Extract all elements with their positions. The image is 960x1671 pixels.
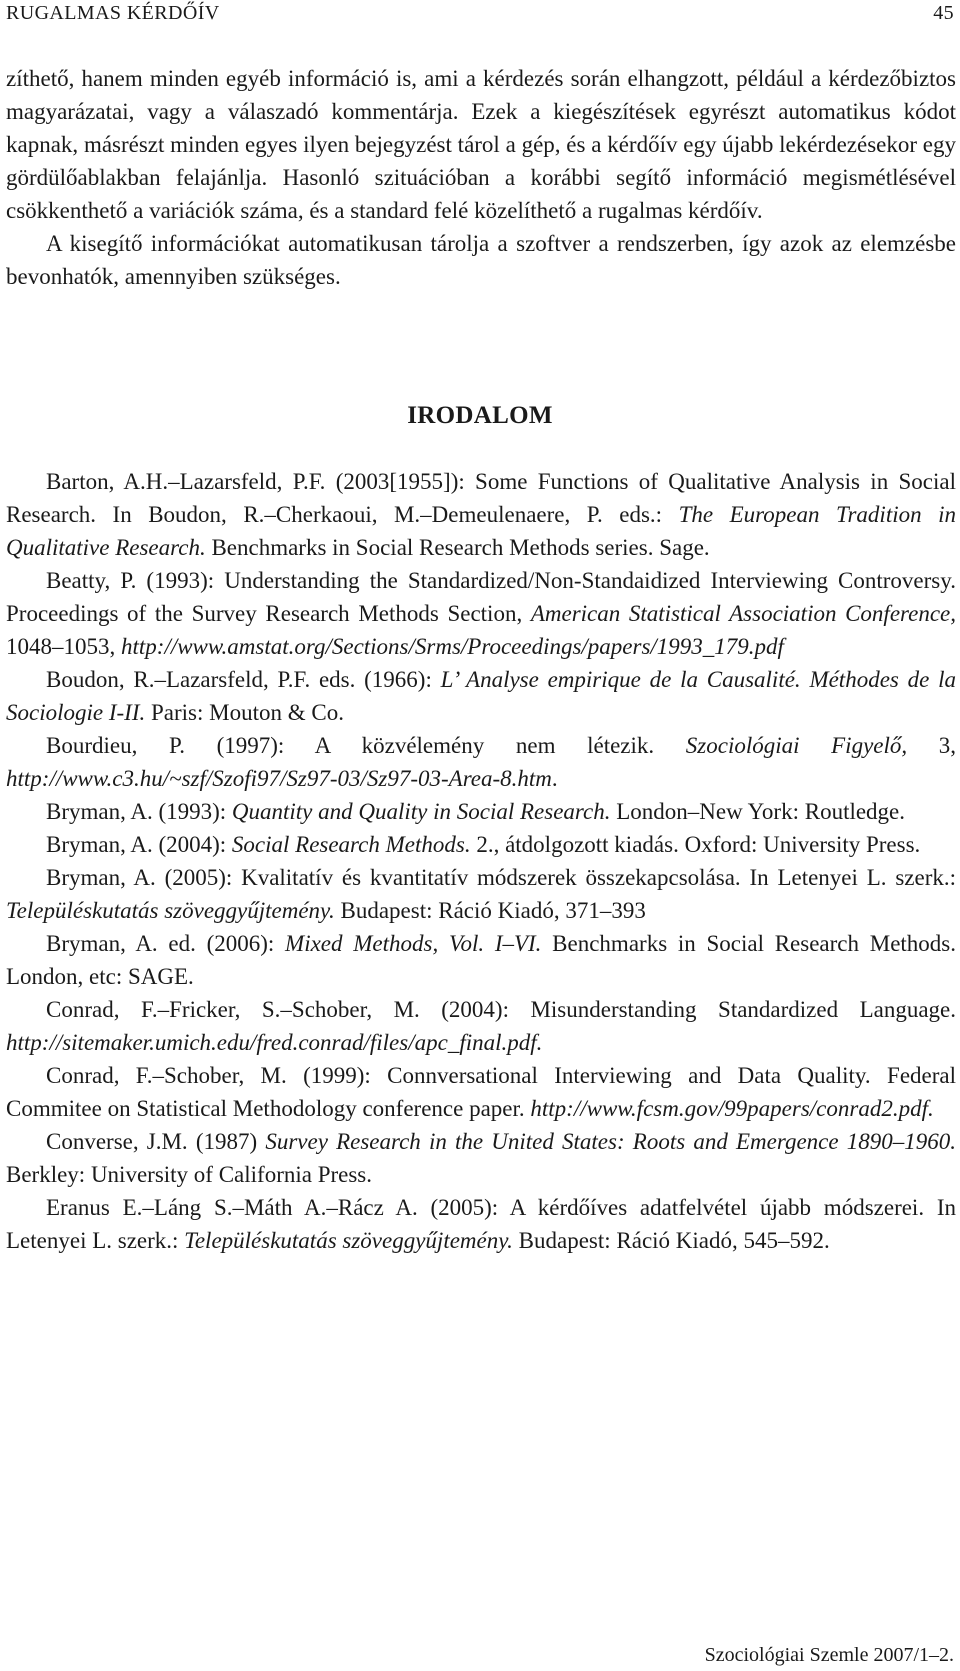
reference-item: Beatty, P. (1993): Understanding the Standardized/Non-Standaidized Interviewing Controversy. Proceedings of the Survey Research Methods Section, American Statistical Association Conference, 1048–1053, http://www.amstat.org/Sections/Srms/Proceedings/papers/1993_179.pdf bbox=[6, 568, 957, 659]
reference-item: Bryman, A. ed. (2006): Mixed Methods, Vol. I–VI. Benchmarks in Social Research Methods. London, etc: SAGE. bbox=[6, 931, 956, 989]
body-text bbox=[6, 62, 956, 293]
reference-title: American Statistical Association Conference, bbox=[530, 601, 957, 626]
reference-item: Barton, A.H.–Lazarsfeld, P.F. (2003[1955]): Some Functions of Qualitative Analysis in Social Research. In Boudon, R.–Cherkaoui, M.–Demeulenaere, P. eds.: The European Tradition in Qualitative Research. Benchmarks in Social Research Methods series. Sage. bbox=[6, 469, 957, 560]
reference-item: Conrad, F.–Schober, M. (1999): Connversational Interviewing and Data Quality. Federal Commitee on Statistical Methodology conference paper. http://www.fcsm.gov/99papers/conrad2.pdf. bbox=[6, 1063, 956, 1121]
reference-url[interactable]: http://www.c3.hu/~szf/Szofi97/Sz97-03/Sz97-03-Area-8.htm bbox=[6, 766, 552, 791]
page-number: 45 bbox=[933, 2, 954, 24]
running-title: RUGALMAS KÉRDŐÍV bbox=[6, 2, 220, 24]
reference-item: Conrad, F.–Fricker, S.–Schober, M. (2004): Misunderstanding Standardized Language. http://sitemaker.umich.edu/fred.conrad/files/apc_final.pdf. bbox=[6, 997, 956, 1055]
reference-title: Szociológiai Figyelő, bbox=[685, 733, 908, 758]
reference-item: Bryman, A. (1993): Quantity and Quality in Social Research. London–New York: Routledge. bbox=[46, 799, 906, 824]
reference-list bbox=[6, 465, 956, 1257]
reference-title: The European Tradition in Qualitative Research. bbox=[6, 502, 957, 560]
reference-title: Mixed Methods, Vol. I–VI. bbox=[285, 931, 542, 956]
reference-title: L’ Analyse empirique de la Causalité. Méthodes de la Sociologie I-II. bbox=[6, 667, 956, 725]
reference-url[interactable]: http://www.fcsm.gov/99papers/conrad2.pdf. bbox=[530, 1096, 934, 1121]
reference-url[interactable]: http://sitemaker.umich.edu/fred.conrad/files/apc_final.pdf. bbox=[6, 1030, 543, 1055]
reference-item: Bryman, A. (2004): Social Research Methods. 2., átdolgozott kiadás. Oxford: University Press. bbox=[46, 832, 921, 857]
reference-title: Településkutatás szöveggyűjtemény. bbox=[184, 1228, 513, 1253]
reference-title: Survey Research in the United States: Roots and Emergence 1890–1960. bbox=[265, 1129, 956, 1154]
footer-journal: Szociológiai Szemle 2007/1–2. bbox=[704, 1644, 954, 1666]
reference-item: Bryman, A. (2005): Kvalitatív és kvantitatív módszerek összekapcsolása. In Letenyei L. szerk.: Településkutatás szöveggyűjtemény. Budapest: Ráció Kiadó, 371–393 bbox=[6, 865, 956, 923]
body-paragraph: zíthető, hanem minden egyéb információ is, ami a kérdezés során elhangzott, például a kérdezőbiztos magyarázatai, vagy a válaszadó kommentárja. Ezek a kiegészítések egyrészt automatikus kódot kapnak, másrészt minden egyes ilyen bejegyzést tárol a gép, és a kérdőív egy újabb lekérdezésekor egy gördülőablakban felajánlja. Hasonló szituációban a korábbi segítő információ megismétlésével csökkenthető a variációk száma, és a standard felé közelíthető a rugalmas kérdőív. bbox=[6, 66, 956, 223]
reference-title: Social Research Methods. bbox=[231, 832, 471, 857]
body-paragraph: A kisegítő információkat automatikusan tárolja a szoftver a rendszerben, így azok az elemzésbe bevonhatók, amennyiben szükséges. bbox=[6, 231, 956, 289]
reference-item: Boudon, R.–Lazarsfeld, P.F. eds. (1966): L’ Analyse empirique de la Causalité. Méthodes de la Sociologie I-II. Paris: Mouton & Co. bbox=[6, 667, 956, 725]
reference-title: Quantity and Quality in Social Research. bbox=[231, 799, 611, 824]
reference-item: Converse, J.M. (1987) Survey Research in the United States: Roots and Emergence 1890–1960. Berkley: University of California Press. bbox=[6, 1129, 956, 1187]
running-header bbox=[6, 0, 954, 26]
reference-url[interactable]: http://www.amstat.org/Sections/Srms/Proceedings/papers/1993_179.pdf bbox=[121, 634, 784, 659]
reference-title: Településkutatás szöveggyűjtemény. bbox=[6, 898, 335, 923]
section-title: IRODALOM bbox=[407, 402, 553, 429]
reference-item: Bourdieu, P. (1997): A közvélemény nem létezik. Szociológiai Figyelő, 3, http://www.c3.hu/~szf/Szofi97/Sz97-03/Sz97-03-Area-8.htm. bbox=[6, 733, 957, 791]
reference-item: Eranus E.–Láng S.–Máth A.–Rácz A. (2005): A kérdőíves adatfelvétel újabb módszerei. In Letenyei L. szerk.: Településkutatás szöveggyűjtemény. Budapest: Ráció Kiadó, 545–592. bbox=[6, 1195, 956, 1253]
